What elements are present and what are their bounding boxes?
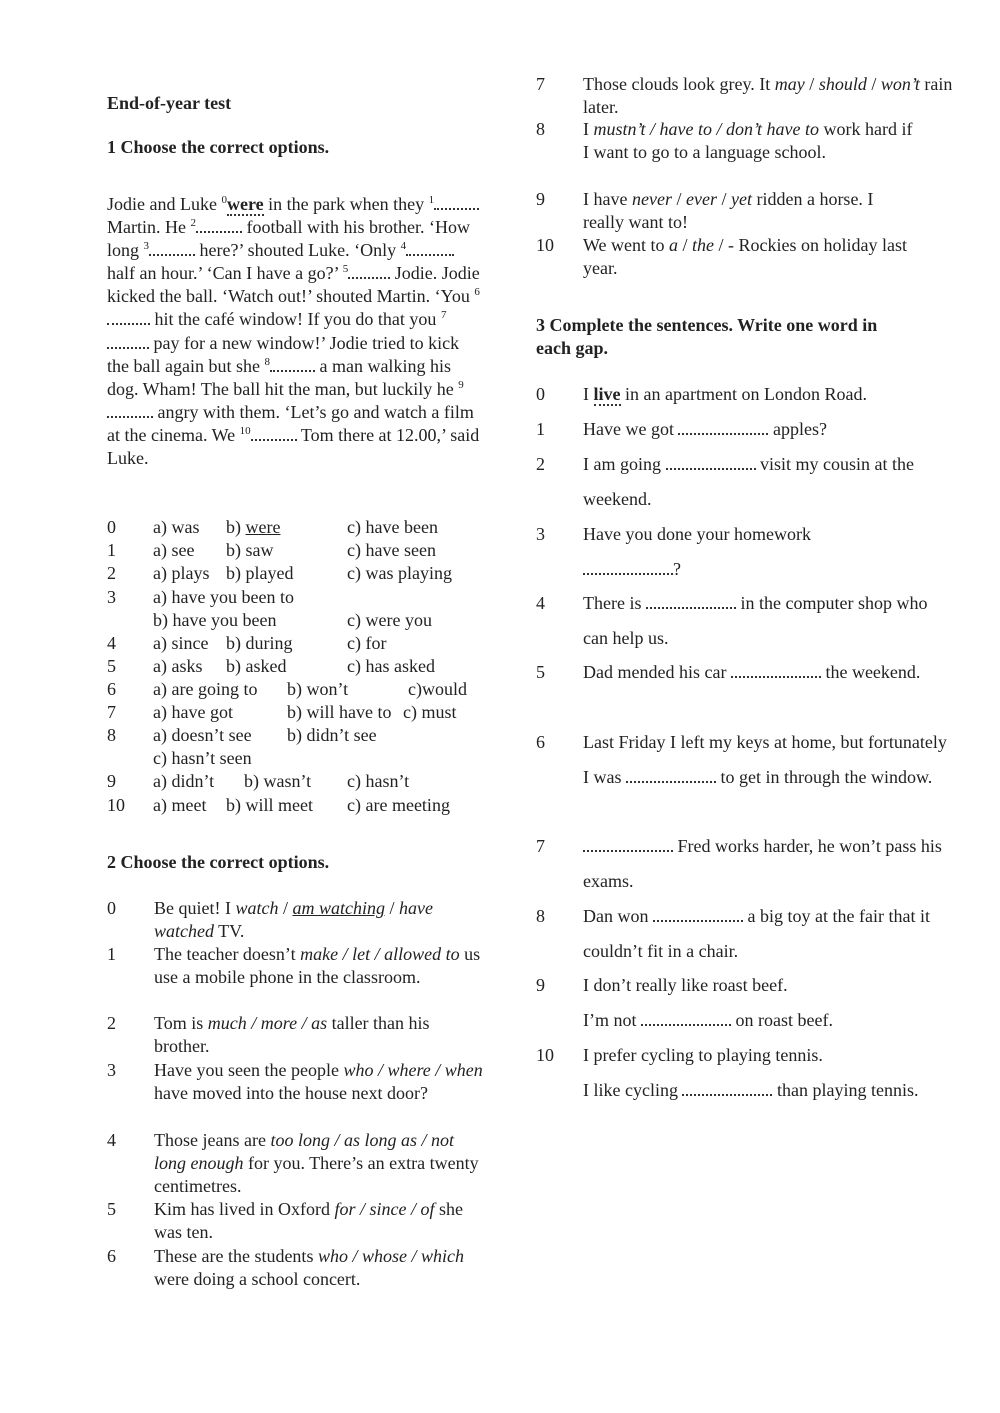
option-a[interactable]: a) see xyxy=(153,540,195,560)
blank[interactable] xyxy=(666,454,756,470)
choice[interactable]: who / where / when xyxy=(343,1060,483,1080)
blank[interactable] xyxy=(626,767,716,783)
blank[interactable] xyxy=(678,419,768,435)
s2-item-1: 1 The teacher doesn’t make / let / allowed to us use a mobile phone in the classroom. xyxy=(107,944,481,987)
gap-4[interactable] xyxy=(406,239,454,256)
choice[interactable]: a xyxy=(669,235,679,255)
choice[interactable]: never xyxy=(631,189,672,209)
option-b[interactable]: b) wasn’t xyxy=(244,771,312,791)
option-underlined: were xyxy=(245,517,281,537)
option-c[interactable]: c) must xyxy=(403,702,457,722)
s3-item-1: 1 Have we got apples? xyxy=(536,419,827,439)
s3-item-9: 9 I don’t really like roast beef. I’m not on roast beef. xyxy=(536,975,833,1030)
choice[interactable]: mustn’t / have to / don’t have to xyxy=(593,119,819,139)
gap-6[interactable] xyxy=(107,308,150,325)
choice[interactable]: watch xyxy=(235,898,279,918)
choice[interactable]: should xyxy=(818,74,867,94)
s2-item-8: 8 I mustn’t / have to / don’t have to work hard if I want to go to a language school. xyxy=(536,119,913,162)
option-row-3: 3 a) have you been to b) have you been c) were you xyxy=(107,587,432,630)
option-a[interactable]: a) didn’t xyxy=(153,771,215,791)
option-a[interactable]: a) doesn’t see xyxy=(153,725,252,745)
option-b[interactable]: b) saw xyxy=(226,540,274,560)
option-row-10: 10 a) meet b) will meet c) are meeting xyxy=(107,795,450,815)
gap-3[interactable] xyxy=(149,239,195,256)
option-row-7: 7 a) have got b) will have to c) must xyxy=(107,702,457,722)
option-c[interactable]: c) was playing xyxy=(347,563,452,583)
gap-1[interactable] xyxy=(434,193,479,210)
choice[interactable]: may xyxy=(774,74,805,94)
option-c[interactable]: c) are meeting xyxy=(347,795,450,815)
option-c[interactable]: c) hasn’t seen xyxy=(153,748,252,768)
s2-item-3: 3 Have you seen the people who / where / when have moved into the house next door? xyxy=(107,1060,483,1103)
choice[interactable]: for / since / of xyxy=(334,1199,435,1219)
option-a[interactable]: a) are going to xyxy=(153,679,258,699)
option-c[interactable]: c) have been xyxy=(347,517,438,537)
choice[interactable]: much / more / as xyxy=(207,1013,328,1033)
option-row-5: 5 a) asks b) asked c) has asked xyxy=(107,656,435,676)
blank[interactable] xyxy=(731,662,821,678)
option-a[interactable]: a) have you been to xyxy=(153,587,294,607)
option-a[interactable]: a) since xyxy=(153,633,209,653)
s2-item-9: 9 I have never / ever / yet ridden a horse. I really want to! xyxy=(536,189,874,232)
blank[interactable] xyxy=(641,1010,731,1026)
s2-item-2: 2 Tom is much / more / as taller than his brother. xyxy=(107,1013,430,1056)
section2-heading: 2 Choose the correct options. xyxy=(107,852,330,872)
gap-5[interactable] xyxy=(348,262,390,279)
s3-item-8: 8 Dan won a big toy at the fair that it couldn’t fit in a chair. xyxy=(536,906,930,961)
section1-heading: 1 Choose the correct options. xyxy=(107,137,330,157)
choice[interactable]: the xyxy=(692,235,715,255)
s3-item-7: 7 Fred works harder, he won’t pass his exams. xyxy=(536,836,942,891)
s2-item-5: 5 Kim has lived in Oxford for / since / of she was ten. xyxy=(107,1199,463,1242)
option-c[interactable]: c) have seen xyxy=(347,540,436,560)
option-row-4: 4 a) since b) during c) for xyxy=(107,633,387,653)
option-b[interactable]: b) will meet xyxy=(226,795,313,815)
gap-8[interactable] xyxy=(270,355,315,372)
option-a[interactable]: a) was xyxy=(153,517,200,537)
page-title: End-of-year test xyxy=(107,93,232,113)
choice[interactable]: won’t xyxy=(880,74,920,94)
option-row-8: 8 a) doesn’t see b) didn’t see c) hasn’t seen xyxy=(107,725,377,768)
option-b[interactable]: b) will have to xyxy=(287,702,392,722)
s3-item-4: 4 There is in the computer shop who can help us. xyxy=(536,593,928,648)
option-b[interactable]: b) were xyxy=(226,517,281,537)
s3-item-10: 10 I prefer cycling to playing tennis. I like cycling than playing tennis. xyxy=(536,1045,919,1100)
option-b[interactable]: b) asked xyxy=(226,656,287,676)
choice[interactable]: yet xyxy=(730,189,752,209)
choice-selected[interactable]: am watching xyxy=(292,898,385,918)
blank[interactable] xyxy=(583,559,673,575)
option-c[interactable]: c) for xyxy=(347,633,387,653)
option-row-9: 9 a) didn’t b) wasn’t c) hasn’t xyxy=(107,771,410,791)
blank[interactable] xyxy=(653,906,743,922)
option-c[interactable]: c) has asked xyxy=(347,656,435,676)
blank[interactable] xyxy=(682,1080,772,1096)
s2-item-4: 4 Those jeans are too long / as long as / not long enough for you. There’s an extra twenty centimetres. xyxy=(107,1130,479,1196)
s2-item-6: 6 These are the students who / whose / which were doing a school concert. xyxy=(107,1246,464,1289)
option-b[interactable]: b) won’t xyxy=(287,679,349,699)
option-a[interactable]: a) have got xyxy=(153,702,233,722)
s3-item-3: 3 Have you done your homework ? xyxy=(536,524,811,579)
section1-passage: Jodie and Luke $^0$were in the park when they $^1$ Martin. He $^2$ football with his brother. ‘How long $^3$ here?’ shouted Luke. ‘Only $^4$half an hour.’ ‘Can I have a go?’ $^5$ Jodie. Jodie kicked the ball. ‘Watch out!’ shouted Martin. ‘You $^6$ hit the café window! If you do that you $^7$ pay for a new window!’ Jodie tried to kick the ball again but she $^8$ a man walking his dog. Wham! The ball hit the man, but luckily he $^9$ angry with them. ‘Let’s go and watch a film at the cinema. We $^{10}$ Tom there at 12.00,’ said Luke. xyxy=(107,194,480,469)
s3-item-2: 2 I am going visit my cousin at the weekend. xyxy=(536,454,914,509)
option-row-1: 1 a) see b) saw c) have seen xyxy=(107,540,436,560)
blank[interactable] xyxy=(583,836,673,852)
gap-2[interactable] xyxy=(196,216,242,233)
choice[interactable]: too long / as long as / not long enough xyxy=(154,1130,454,1173)
s2-item-10: 10 We went to a / the / - Rockies on holiday last year. xyxy=(536,235,908,278)
s2-item-7: 7 Those clouds look grey. It may / should / won’t rain later. xyxy=(536,74,953,117)
choice[interactable]: make / let / allowed to xyxy=(300,944,460,964)
option-a[interactable]: a) plays xyxy=(153,563,210,583)
section3-heading: 3 Complete the sentences. Write one word in each gap. xyxy=(536,315,878,358)
option-b[interactable]: b) during xyxy=(226,633,293,653)
blank[interactable] xyxy=(646,593,736,609)
gap-9[interactable] xyxy=(107,401,153,418)
option-b[interactable]: b) didn’t see xyxy=(287,725,377,745)
choice[interactable]: ever xyxy=(685,189,717,209)
option-row-0: 0 a) was b) were c) have been xyxy=(107,517,438,537)
s3-item-6: 6 Last Friday I left my keys at home, but fortunately I was to get in through the window. xyxy=(536,732,947,787)
choice[interactable]: who / whose / which xyxy=(317,1246,464,1266)
answer-0: were xyxy=(226,194,264,214)
s2-item-0: 0 Be quiet! I watch / am watching / have watched TV. xyxy=(107,898,433,941)
s3-item-5: 5 Dad mended his car the weekend. xyxy=(536,662,921,682)
option-a[interactable]: a) asks xyxy=(153,656,203,676)
option-b[interactable]: b) played xyxy=(226,563,294,583)
gap-10[interactable] xyxy=(251,424,297,441)
choice[interactable]: have watched xyxy=(154,898,433,941)
gap-7[interactable] xyxy=(107,332,149,349)
option-a[interactable]: a) meet xyxy=(153,795,207,815)
option-c[interactable]: c) hasn’t xyxy=(347,771,410,791)
option-row-2: 2 a) plays b) played c) was playing xyxy=(107,563,452,583)
option-b[interactable]: b) have you been xyxy=(153,610,277,630)
option-c[interactable]: c)would xyxy=(408,679,467,699)
option-c[interactable]: c) were you xyxy=(347,610,432,630)
option-row-6: 6 a) are going to b) won’t c)would xyxy=(107,679,467,699)
answer-0: live xyxy=(593,384,621,404)
s3-item-0: 0 I live in an apartment on London Road. xyxy=(536,384,867,404)
